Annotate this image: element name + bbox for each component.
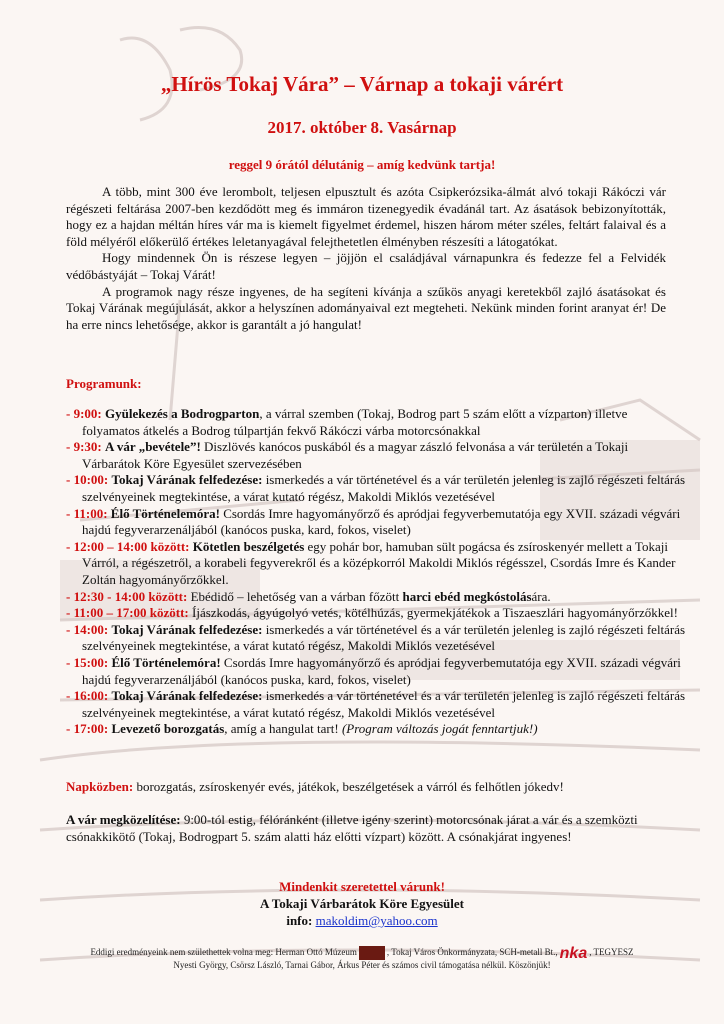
daytime-label: Napközben:	[66, 779, 134, 794]
program-title: Tokaj Várának felfedezése:	[111, 621, 263, 637]
program-time: - 9:30:	[66, 439, 102, 455]
access-info	[66, 812, 666, 845]
program-item	[66, 688, 686, 721]
program-time: - 9:00:	[66, 406, 102, 421]
email-link[interactable]: makoldim@yahoo.com	[315, 913, 438, 928]
program-item	[66, 406, 686, 439]
program-item	[66, 605, 686, 622]
program-highlight: harci ebéd megkóstolás	[402, 588, 532, 604]
program-text: egy pohár bor, hamuban sült pogácsa és zsíroskenyér mellett a Tokaji Várról, a régészetről, a korabeli fegyverekről és a középkorról Makoldi Miklós régésszel, Csordás Imre és Kander Zoltán hagyományőrzőkkel.	[82, 538, 676, 587]
sponsors-text: , TEGYESZ	[589, 947, 634, 958]
program-time: - 17:00:	[66, 721, 109, 737]
program-text: Csordás Imre hagyományőrző és apródjai fegyverbemutatója egy XVII. századi végvári hajdú fegyverarzenáljából (kanócos puska, kard, fokos, viselet)	[82, 654, 681, 687]
program-item	[66, 472, 686, 505]
program-time: - 14:00:	[66, 621, 109, 637]
program-text: Íjászkodás, ágyúgolyó vetés, kötélhúzás, gyermekjátékok a Tiszaeszlári hagyományőrzőkkel!	[188, 605, 678, 621]
program-item	[66, 655, 686, 688]
program-heading: Programunk:	[66, 376, 142, 391]
program-item	[66, 721, 686, 738]
program-time: - 11:00 – 17:00 között:	[66, 605, 189, 621]
program-time: - 10:00:	[66, 472, 109, 488]
program-text-tail: ára.	[531, 588, 551, 604]
closing-block	[0, 878, 724, 929]
event-time-note: reggel 9 órától délutánig – amíg kedvünk tartja!	[228, 157, 496, 172]
event-title: „Hírös Tokaj Vára” – Várnap a tokaji várért	[160, 72, 564, 96]
sponsors-text: , Tokaj Város Önkormányzata, SCH-metall Bt.,	[386, 947, 558, 958]
program-title: Élő Történelemóra!	[110, 505, 220, 521]
program-time: - 11:00:	[66, 505, 108, 521]
sponsors-footer	[58, 946, 666, 971]
info-label: info:	[286, 913, 316, 928]
program-note: (Program változás jogát fenntartjuk!)	[341, 721, 538, 737]
program-item	[66, 589, 686, 606]
program-item	[66, 622, 686, 655]
program-title: Tokaj Várának felfedezése:	[111, 472, 263, 488]
sponsors-line-1	[58, 946, 666, 960]
daytime-activities	[66, 779, 686, 796]
contact-line	[0, 912, 724, 929]
program-text: Csordás Imre hagyományőrző és apródjai fegyverbemutatója egy XVII. századi végvári hajdú fegyverarzenáljából (kanócos puska, kard, fokos, viselet)	[82, 505, 681, 538]
program-title: Gyülekezés a Bodrogparton	[105, 406, 260, 421]
museum-logo-icon	[359, 946, 385, 960]
intro-paragraph: Hogy mindennek Ön is részese legyen – jöjjön el családjával várnapunkra és fedezze fel a Felvidék védőbástyáját – Tokaj Várát!	[66, 250, 666, 282]
program-title: Kötetlen beszélgetés	[192, 538, 305, 554]
program-title: A vár „bevétele”!	[105, 439, 201, 455]
program-text: , amíg a hangulat tart!	[224, 721, 342, 737]
nka-logo-icon: nka	[559, 944, 588, 962]
program-time: - 12:30 - 14:00 között:	[66, 588, 188, 604]
program-title: Tokaj Várának felfedezése:	[111, 688, 263, 704]
organizer: A Tokaji Várbarátok Köre Egyesület	[260, 896, 464, 911]
program-item	[66, 539, 686, 589]
intro-paragraph: A programok nagy része ingyenes, de ha segíteni kívánja a szűkös anyagi keretekből zajló ásatásokat és Tokaj Várának megújulását, akkor a helyszínen adományaival ezt megteheti. Nekünk minden forint aranyat ér! De ha erre nincs lehetősége, akkor is garantált a jó hangulat!	[66, 283, 666, 332]
program-item	[66, 506, 686, 539]
program-text: , a várral szemben (Tokaj, Bodrog part 5 szám előtt a vízparton) illetve folyamatos átkelés a Bodrog túlpartján fekvő Rákóczi várba motorcsónakkal	[82, 406, 628, 438]
program-time: - 12:00 – 14:00 között:	[66, 538, 190, 554]
program-item	[66, 439, 686, 472]
program-text: ismerkedés a vár történetével és a vár területén jelenleg is zajló régészeti feltárás szelvényeinek megtekintése, a várat kutató régész, Makoldi Miklós vezetésével	[82, 472, 686, 504]
program-time: - 16:00:	[66, 688, 109, 704]
program-time: - 15:00:	[66, 654, 109, 670]
access-label: A vár megközelítése:	[66, 812, 181, 827]
program-title: Levezető borozgatás	[111, 721, 225, 737]
welcome-text: Mindenkit szeretettel várunk!	[279, 879, 445, 894]
program-text: Diszlövés kanócos puskából és a magyar zászló felvonása a vár területén a Tokaji Várbarátok Köre Egyesület szervezésében	[82, 439, 629, 471]
program-text: ismerkedés a vár történetével és a vár területén jelenleg is zajló régészeti feltárás szelvényeinek megtekintése, a várat kutató régész, Makoldi Miklós vezetésével	[82, 621, 686, 654]
daytime-text: borozgatás, zsíroskenyér evés, játékok, beszélgetések a várról és felhőtlen jókedv!	[133, 779, 564, 794]
sponsors-line-2: Nyesti György, Csörsz László, Tarnai Gábor, Árkus Péter és számos civil támogatása nélkül. Köszönjük!	[173, 960, 551, 970]
program-title: Élő Történelemóra!	[111, 654, 221, 670]
program-text: Ebédidő – lehetőség van a várban főzött	[187, 588, 403, 604]
program-list	[66, 406, 686, 738]
sponsors-text: Eddigi eredményeink nem születhettek volna meg: Herman Ottó Múzeum	[90, 947, 357, 958]
program-text: ismerkedés a vár történetével és a vár területén jelenleg is zajló régészeti feltárás szelvényeinek megtekintése, a várat kutató régész, Makoldi Miklós vezetésével	[82, 688, 686, 720]
event-date: 2017. október 8. Vasárnap	[267, 118, 457, 137]
intro-paragraph: A több, mint 300 éve lerombolt, teljesen elpusztult és azóta Csipkerózsika-álmát alvó tokaji Rákóczi vár régészeti feltárása 2007-ben kezdődött meg és immáron tizenegyedik évadánál tart. Az ásatások bebizonyították, hogy ez a hajdan méltán híres vár ma is kiemelt figyelmet érdemel, hiszen három méter széles, feltárt falaival és a föld mélyéről előkerülő értékes leletanyagával felejthetetlen élményben részesíti a látogatókat.	[66, 184, 666, 249]
intro-text	[66, 184, 666, 333]
access-text: 9:00-tól estig, félóránként (illetve igény szerint) motorcsónak járat a vár és a szemközti csónakkikötő (Tokaj, Bodrogpart 5. szám alatti ház előtti vízpart) között. A csónakjárat ingyenes!	[66, 812, 638, 844]
